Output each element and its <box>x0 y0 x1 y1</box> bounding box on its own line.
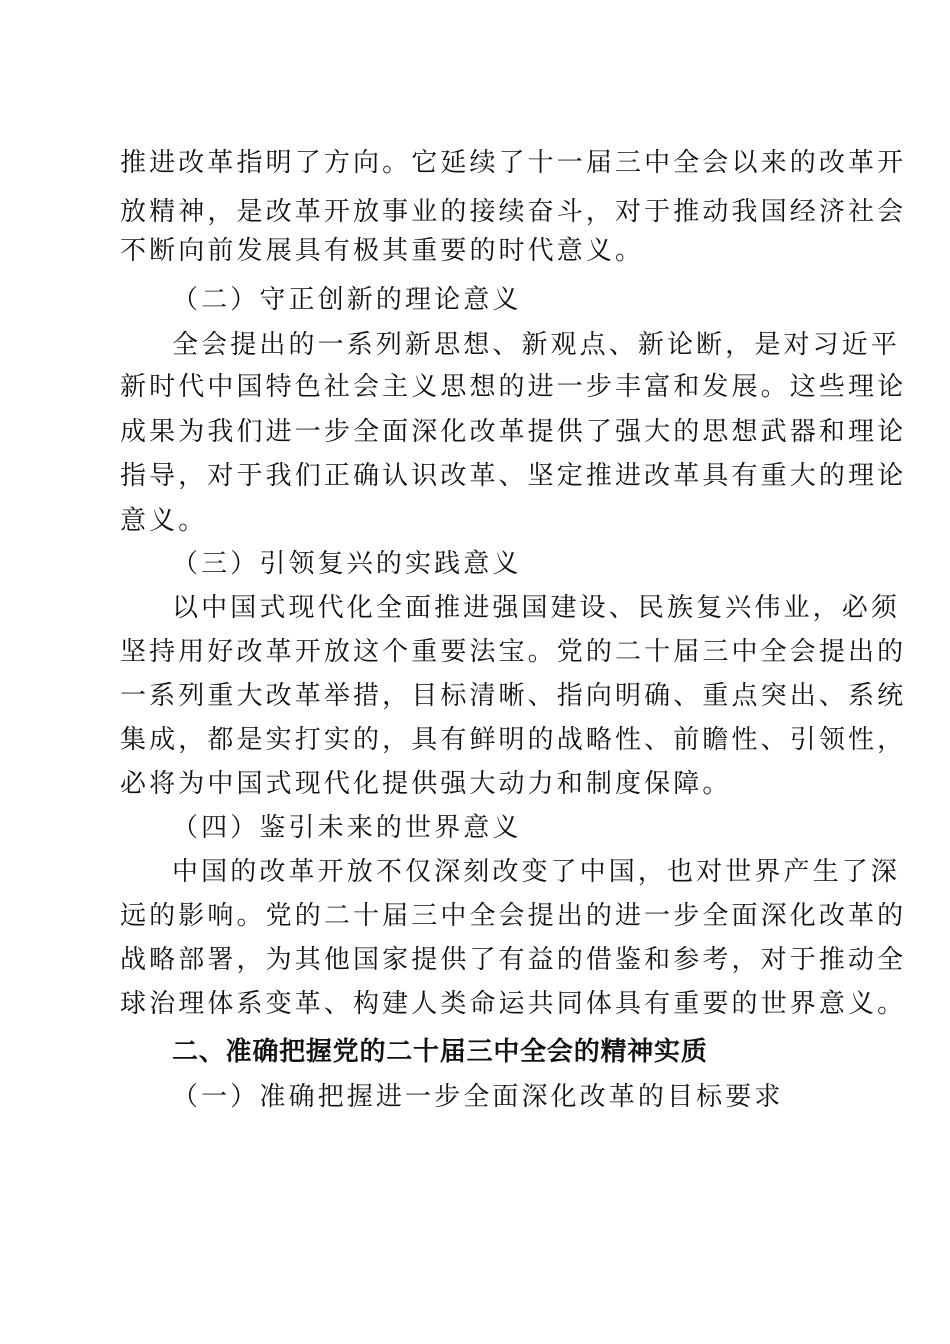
paragraph-line: 成果为我们进一步全面深化改革提供了强大的思想武器和理论 <box>120 417 907 447</box>
paragraph-line: 指导，对于我们正确认识改革、坚定推进改革具有重大的理论 <box>120 461 907 491</box>
paragraph-line: 不断向前发展具有极其重要的时代意义。 <box>120 236 645 266</box>
paragraph-line: 放精神，是改革开放事业的接续奋斗，对于推动我国经济社会 <box>120 197 907 227</box>
paragraph-line: 战略部署，为其他国家提供了有益的借鉴和参考，对于推动全 <box>120 945 907 975</box>
paragraph-line: 新时代中国特色社会主义思想的进一步丰富和发展。这些理论 <box>120 372 907 402</box>
section-heading-2: （二）守正创新的理论意义 <box>172 285 522 315</box>
paragraph-line: 集成，都是实打实的，具有鲜明的战略性、前瞻性、引领性， <box>120 725 907 755</box>
chapter-heading: 二、准确把握党的二十届三中全会的精神实质 <box>172 1037 708 1067</box>
paragraph-line: 全会提出的一系列新思想、新观点、新论断，是对习近平 <box>172 330 901 360</box>
paragraph-line: 以中国式现代化全面推进强国建设、民族复兴伟业，必须 <box>172 593 901 623</box>
paragraph-line: 意义。 <box>120 506 208 536</box>
paragraph-line: 坚持用好改革开放这个重要法宝。党的二十届三中全会提出的 <box>120 637 907 667</box>
paragraph-line: 推进改革指明了方向。它延续了十一届三中全会以来的改革开 <box>120 148 907 178</box>
paragraph-line: 中国的改革开放不仅深刻改变了中国，也对世界产生了深 <box>172 857 901 887</box>
paragraph-line: 一系列重大改革举措，目标清晰、指向明确、重点突出、系统 <box>120 681 907 711</box>
paragraph-line: 远的影响。党的二十届三中全会提出的进一步全面深化改革的 <box>120 901 907 931</box>
sub-heading: （一）准确把握进一步全面深化改革的目标要求 <box>172 1082 784 1112</box>
paragraph-line: 球治理体系变革、构建人类命运共同体具有重要的世界意义。 <box>120 989 907 1019</box>
paragraph-line: 必将为中国式现代化提供强大动力和制度保障。 <box>120 769 732 799</box>
section-heading-4: （四）鉴引未来的世界意义 <box>172 813 522 843</box>
section-heading-3: （三）引领复兴的实践意义 <box>172 549 522 579</box>
